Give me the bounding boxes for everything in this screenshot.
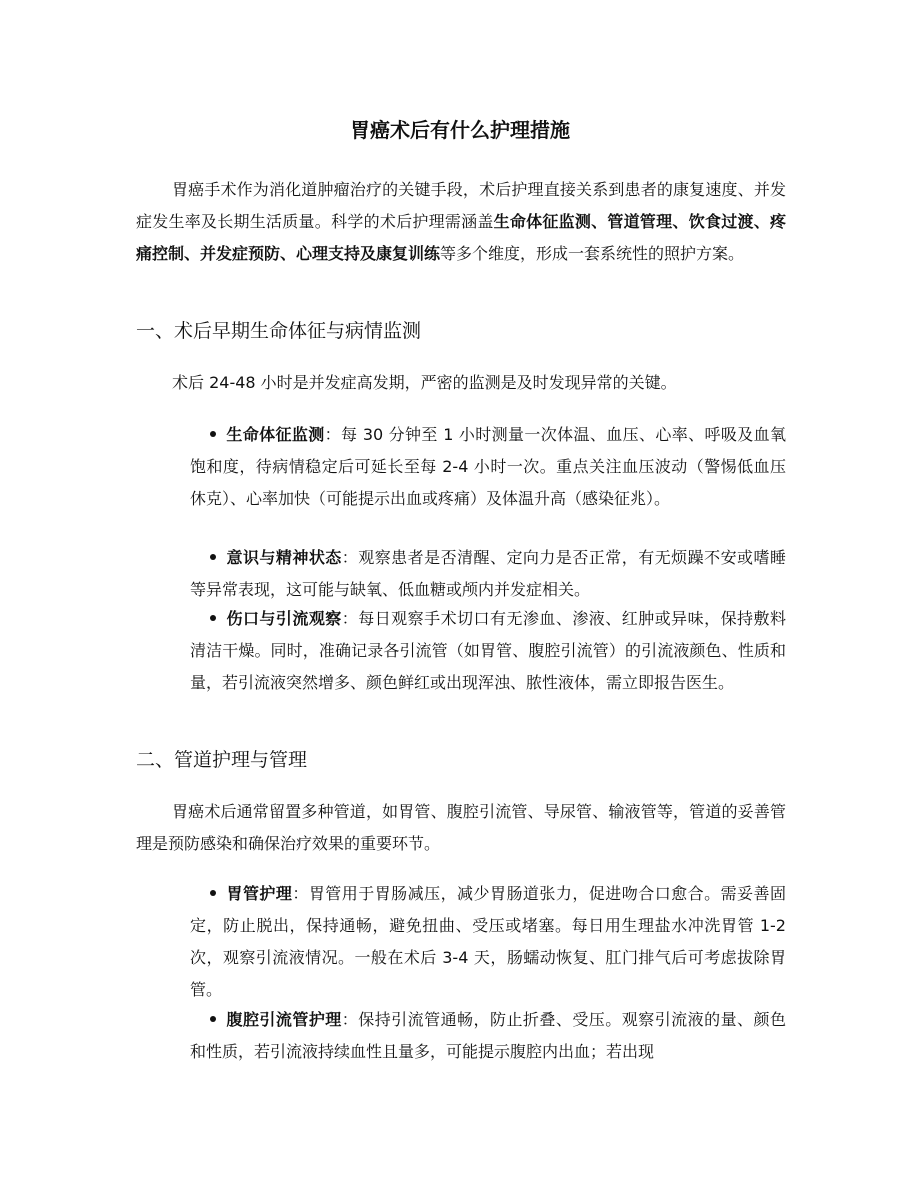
list-item-lead: 胃管护理 [226,884,293,903]
bullet-icon [210,1016,216,1022]
bullet-icon [210,554,216,560]
list-item [190,419,786,515]
bullet-icon [210,615,216,621]
bullet-icon [210,890,216,896]
list-item [190,878,786,1006]
document-title: 胃癌术后有什么护理措施 [350,118,570,142]
intro-bold-text: 生命体征监测、管道管理、饮食过渡、疼痛控制、并发症预防、心理支持及康复训练 [136,212,786,263]
intro-paragraph [136,174,786,270]
list-item [190,1004,786,1068]
intro-text-1: 胃癌手术作为消化道肿瘤治疗的关键手段，术后护理直接关系到患者的康复速度、并发症发生率及长期生活质量。科学的术后护理需涵盖 [136,180,786,231]
list-item-lead: 生命体征监测 [226,425,325,444]
section2-intro: 胃癌术后通常留置多种管道，如胃管、腹腔引流管、导尿管、输液管等，管道的妥善管理是预防感染和确保治疗效果的重要环节。 [136,802,786,853]
list-item [190,603,786,699]
list-item-text: ：观察患者是否清醒、定向力是否正常，有无烦躁不安或嗜睡等异常表现，这可能与缺氧、低血糖或颅内并发症相关。 [190,548,786,599]
section1-heading: 一、术后早期生命体征与病情监测 [136,320,422,342]
list-item-text: ：每 30 分钟至 1 小时测量一次体温、血压、心率、呼吸及血氧饱和度，待病情稳定后可延长至每 2-4 小时一次。重点关注血压波动（警惕低血压休克）、心率加快（可能提示出血或疼痛）及体温升高（感染征兆）。 [190,425,786,508]
list-item-lead: 意识与精神状态 [226,548,342,567]
list-item-lead: 腹腔引流管护理 [226,1010,342,1029]
section2-heading: 二、管道护理与管理 [136,749,308,771]
list-item-text: ：保持引流管通畅，防止折叠、受压。观察引流液的量、颜色和性质，若引流液持续血性且量多，可能提示腹腔内出血；若出现 [190,1010,786,1061]
list-item [190,542,786,606]
list-item-text: ：胃管用于胃肠减压，减少胃肠道张力，促进吻合口愈合。需妥善固定，防止脱出，保持通畅，避免扭曲、受压或堵塞。每日用生理盐水冲洗胃管 1-2 次，观察引流液情况。一般在术后 3-4 天，肠蠕动恢复、肛门排气后可考虑拔除胃管。 [190,884,786,999]
bullet-icon [210,431,216,437]
list-item-lead: 伤口与引流观察 [226,609,342,628]
list-item-text: ：每日观察手术切口有无渗血、渗液、红肿或异味，保持敷料清洁干燥。同时，准确记录各引流管（如胃管、腹腔引流管）的引流液颜色、性质和量，若引流液突然增多、颜色鲜红或出现浑浊、脓性液体，需立即报告医生。 [190,609,786,692]
section1-intro: 术后 24-48 小时是并发症高发期，严密的监测是及时发现异常的关键。 [172,373,677,392]
intro-text-2: 等多个维度，形成一套系统性的照护方案。 [440,244,745,263]
